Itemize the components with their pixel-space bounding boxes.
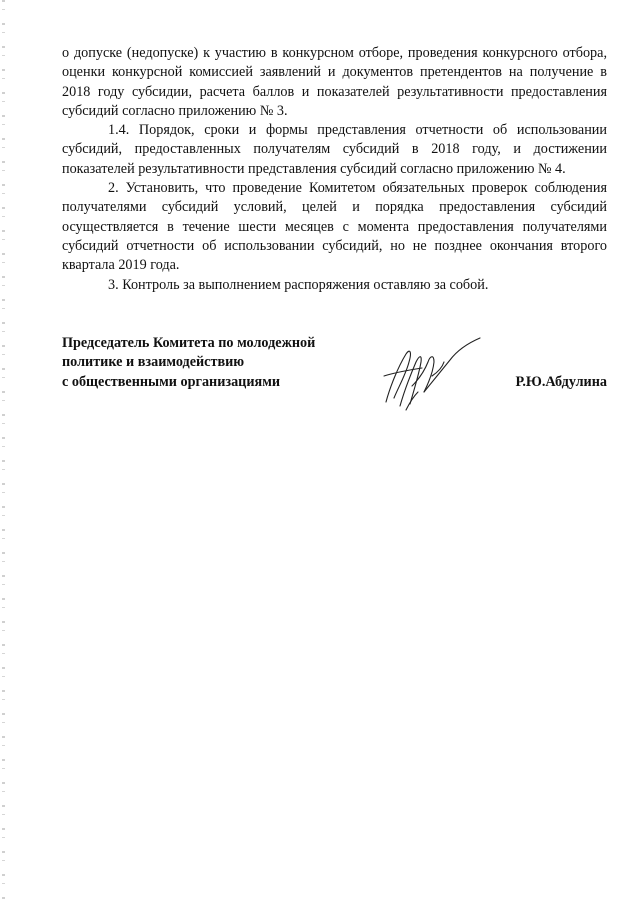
- signatory-name: Р.Ю.Абдулина: [515, 373, 607, 390]
- signatory-title-line-3: с общественными организациями: [62, 373, 281, 390]
- handwritten-signature: [376, 332, 486, 414]
- paragraph-1-4: 1.4. Порядок, сроки и формы представления отчетности об использовании субсидий, предоставленных получателям субсидий в 2018 году, и достижении показателей результативности представления субсидий согласно приложению № 4.: [62, 122, 607, 177]
- paragraph-continuation: о допуске (недопуске) к участию в конкурсном отборе, проведения конкурсного отбора, оценки конкурсной комиссией заявлений и документов претендентов на получение в 2018 году субсидии, расчета баллов и показателей результативности предоставления субсидий согласно приложению № 3.: [62, 45, 607, 119]
- signature-block: [62, 334, 607, 414]
- signatory-title-line-1: Председатель Комитета по молодежной: [62, 335, 316, 351]
- signatory-title-line-2: политике и взаимодействию: [62, 354, 245, 371]
- scan-edge-artifact: [2, 0, 5, 905]
- signatory-title: [62, 334, 362, 392]
- paragraph-2: 2. Установить, что проведение Комитетом обязательных проверок соблюдения получателями субсидий условий, целей и порядка предоставления субсидий осуществляется в течение шести месяцев с момента предоставления получателями субсидий отчетности об использовании субсидий, но не позднее окончания второго квартала 2019 года.: [62, 180, 607, 274]
- document-body: [62, 44, 607, 295]
- paragraph-3: 3. Контроль за выполнением распоряжения оставляю за собой.: [108, 276, 489, 293]
